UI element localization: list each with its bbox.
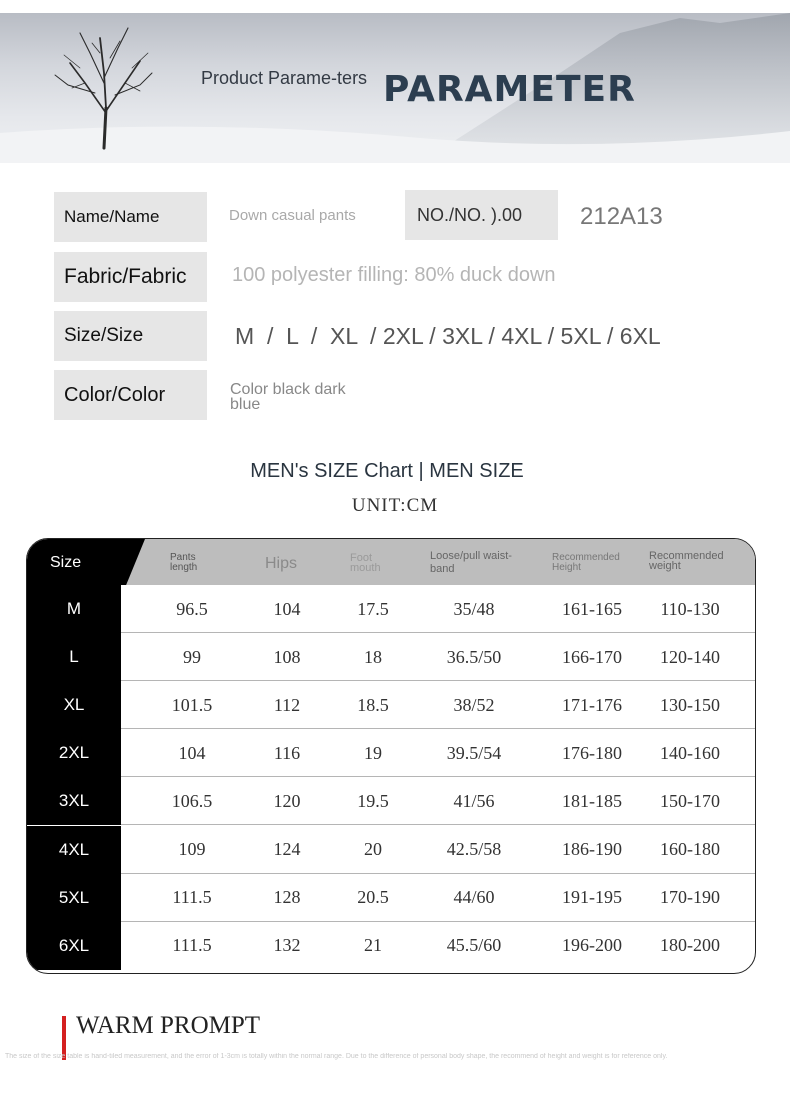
cell-pants-length: 99 [183, 646, 201, 667]
color-value: Color black dark blue [230, 381, 346, 413]
table-row [27, 922, 756, 970]
cell-waist-band: 44/60 [453, 887, 495, 908]
table-row [27, 585, 756, 633]
no-value: 212A13 [580, 203, 663, 230]
cell-height: 196-200 [562, 935, 622, 956]
no-label: NO./NO. ).00 [405, 190, 558, 240]
cell-foot-mouth: 18.5 [357, 694, 389, 715]
warm-prompt-title: WARM PROMPT [76, 1012, 261, 1039]
cell-foot-mouth: 19.5 [357, 790, 389, 811]
banner-title: PARAMETER [383, 69, 636, 110]
cell-waist-band: 41/56 [453, 790, 495, 811]
cell-weight: 170-190 [660, 887, 720, 908]
size-table [26, 538, 756, 974]
size-chart-title: MEN's SIZE Chart | MEN SIZE [250, 460, 524, 482]
size-cell: 3XL [27, 777, 121, 825]
cell-waist-band: 39.5/54 [446, 742, 502, 763]
cell-weight: 150-170 [660, 790, 720, 811]
table-header [27, 539, 756, 585]
header-size: Size [50, 554, 82, 571]
size-cell: 5XL [27, 874, 121, 922]
table-row [27, 874, 756, 922]
cell-hips: 112 [273, 694, 301, 715]
cell-height: 186-190 [562, 839, 622, 859]
size-label: Size/Size [54, 311, 207, 361]
header-hips: Hips [265, 555, 298, 572]
cell-foot-mouth: 20.5 [357, 887, 389, 908]
table-row [27, 729, 756, 777]
size-cell: 6XL [27, 922, 121, 970]
fabric-value: 100 polyester filling: 80% duck down [232, 264, 556, 286]
header-weight: Recommended weight [649, 550, 724, 572]
cell-hips: 128 [273, 887, 301, 908]
size-cell: 4XL [27, 826, 121, 874]
cell-height: 181-185 [562, 790, 622, 811]
cell-weight: 160-180 [660, 839, 720, 859]
color-label: Color/Color [54, 370, 207, 420]
banner-subtitle: Product Parame-ters [201, 68, 368, 88]
cell-foot-mouth: 18 [364, 646, 382, 667]
name-label: Name/Name [54, 192, 207, 242]
banner [0, 13, 790, 163]
header-waist-band: Loose/pull waist-band [430, 550, 512, 575]
cell-pants-length: 106.5 [171, 790, 213, 811]
cell-weight: 120-140 [660, 646, 720, 667]
cell-height: 171-176 [562, 694, 622, 715]
cell-hips: 124 [273, 839, 301, 859]
cell-height: 176-180 [562, 742, 622, 763]
cell-height: 161-165 [562, 598, 622, 619]
warm-prompt-note: The size of the size table is hand-tiled measurement, and the error of 1-3cm is totally within the normal range. Due to the difference of personal body shape, the recommend of height and weight is for reference only. [5, 1053, 668, 1060]
size-cell: L [27, 633, 121, 681]
cell-hips: 116 [273, 742, 301, 763]
size-cell: XL [27, 681, 121, 729]
cell-foot-mouth: 20 [364, 839, 382, 859]
cell-hips: 120 [273, 790, 301, 811]
cell-hips: 108 [273, 646, 301, 667]
cell-waist-band: 38/52 [453, 694, 495, 715]
cell-hips: 104 [273, 598, 301, 619]
table-row [27, 826, 756, 874]
size-cell: 2XL [27, 729, 121, 777]
cell-hips: 132 [273, 935, 301, 956]
cell-pants-length: 101.5 [171, 694, 213, 715]
name-value: Down casual pants [229, 207, 356, 224]
header-height: Recommended Height [552, 552, 620, 573]
cell-weight: 110-130 [660, 598, 720, 619]
cell-weight: 140-160 [660, 742, 720, 763]
cell-pants-length: 111.5 [172, 935, 212, 956]
cell-waist-band: 35/48 [453, 598, 495, 619]
cell-waist-band: 36.5/50 [446, 646, 502, 667]
cell-height: 166-170 [562, 646, 622, 667]
table-row [27, 681, 756, 729]
cell-weight: 130-150 [660, 694, 720, 715]
cell-pants-length: 104 [178, 742, 206, 763]
table-row [27, 633, 756, 681]
cell-pants-length: 96.5 [176, 598, 208, 619]
cell-pants-length: 111.5 [172, 887, 212, 908]
cell-waist-band: 42.5/58 [446, 839, 502, 859]
size-chart-unit: UNIT:CM [351, 495, 439, 516]
cell-foot-mouth: 21 [364, 935, 382, 956]
cell-waist-band: 45.5/60 [446, 935, 502, 956]
cell-height: 191-195 [562, 887, 622, 908]
cell-weight: 180-200 [660, 935, 720, 956]
size-value: M / L / XL / 2XL / 3XL / 4XL / 5XL / 6XL [235, 323, 661, 349]
cell-pants-length: 109 [178, 839, 206, 859]
size-cell: M [27, 585, 121, 633]
fabric-label: Fabric/Fabric [54, 252, 207, 302]
header-foot-mouth: Foot mouth [350, 552, 381, 574]
size-header-bg [27, 539, 145, 585]
table-row [27, 777, 756, 825]
cell-foot-mouth: 19 [364, 742, 382, 763]
cell-foot-mouth: 17.5 [357, 598, 389, 619]
header-pants-length: Pants length [170, 552, 198, 573]
